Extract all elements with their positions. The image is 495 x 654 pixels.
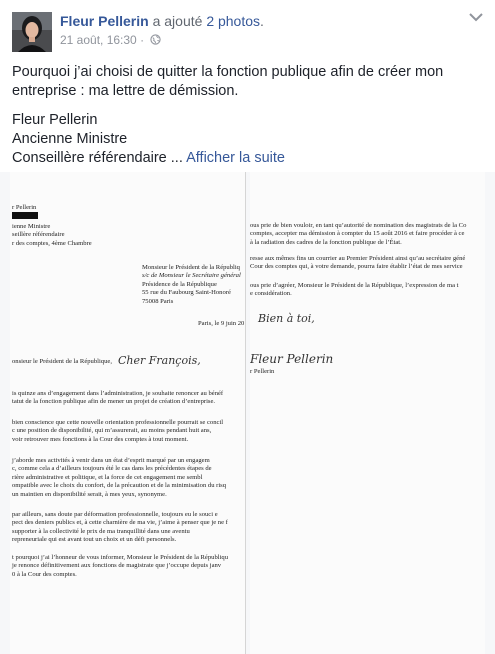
letter-paragraph: is quinze ans d’engagement dans l’administration, je souhaite renoncer au bénéf tatut de la fonction publique afin de mener un projet de création d’entreprise. (12, 390, 224, 406)
author-avatar[interactable] (12, 12, 52, 52)
handwritten-closing: Bien à toi, (258, 312, 315, 325)
see-more-link[interactable]: Afficher la suite (186, 150, 285, 166)
letter-paragraph: ous prie de bien vouloir, en tant qu’autorité de nomination des magistrats de la Co comptes, accepter ma démission à compter du 15 août 2016 et faire procéder à ce à la radiation des cadres de la fonction publique de l’État. (250, 222, 467, 246)
recipient-block: Monsieur le Président de la Républiq s/c de Monsieur le Secrétaire général Présidence de la République 55 rue du Faubourg Saint-Honoré 75008 Paris (142, 264, 241, 305)
redaction-bar (12, 212, 38, 219)
post-header (60, 13, 264, 29)
post-signature-block (12, 111, 472, 168)
signature-line-name: Fleur Pellerin (12, 112, 98, 128)
globe-icon[interactable] (150, 34, 161, 48)
letter-paragraph: t pourquoi j’ai l’honneur de vous informer, Monsieur le Président de la Républiqu je renonce définitivement aux fonctions de magistrate que j’occupe depuis janv 0 à la Cour des comptes. (12, 554, 229, 578)
letter-paragraph: bien conscience que cette nouvelle orientation professionnelle pourrait se concil c une position de disponibilité, qui m’assurerait, au moins pendant huit ans, voir retrouver mes fonctions à la Cour des comptes à tout moment. (12, 419, 224, 443)
signature-name: r Pellerin (250, 368, 275, 375)
letter-paragraph: j’aborde mes activités à venir dans un état d’esprit marqué par un engagem c, comme cela a d’ailleurs toujours été le cas dans les précédentes étapes de rière administrative et politique, et la force de cet engagement me sembl ompatible avec le choix du confort, de la précaution et de la minimisation du risq un maintien en disponibilité serait, à mes yeux, synonyme. (12, 457, 227, 498)
letter-date: Paris, le 9 juin 20 (198, 320, 245, 327)
post-paragraph: Pourquoi j’ai choisi de quitter la fonction publique afin de créer mon entreprise : ma lettre de démission. (12, 64, 444, 99)
signature-line-title: Ancienne Ministre (12, 131, 128, 147)
letter-paragraph: resse aux mêmes fins un courrier au Premier Président ainsi qu’au secrétaire géné Cour des comptes qui, à votre demande, pourra faire établir l’état de mes service (250, 255, 466, 271)
post-meta (60, 33, 161, 48)
handwritten-signature: Fleur Pellerin (250, 352, 334, 366)
author-name[interactable]: Fleur Pellerin (60, 13, 149, 29)
handwritten-salutation: Cher François, (118, 354, 201, 367)
sender-block: r Pellerin ienne Ministre seillère référendaire r des comptes, 4ème Chambre (12, 204, 92, 247)
letter-salutation: onsieur le Président de la République, (12, 358, 112, 365)
post-options-chevron-icon[interactable] (467, 10, 485, 24)
signature-line-role: Conseillère référendaire ... (12, 150, 183, 166)
post-timestamp[interactable]: 21 août, 16:30 (60, 33, 137, 47)
photo-letter-page-2[interactable] (250, 172, 485, 654)
letter-paragraph: par ailleurs, sans doute par déformation professionnelle, toujours eu le souci e pect des deniers publics et, à cette charnière de ma vie, j’aime à penser que je ne f supporter à la collectivité le prix de ma tranquillité dans une aventu repreneuriale qui est avant tout un choix et un défi personnels. (12, 511, 228, 544)
letter-paragraph: ous prie d’agréer, Monsieur le Président de la République, l’expression de ma t e considération. (250, 282, 459, 298)
post-text (12, 63, 472, 178)
photo-letter-page-1[interactable] (10, 172, 246, 654)
meta-separator: · (140, 33, 145, 47)
header-period: . (260, 13, 264, 29)
photo-grid (0, 172, 495, 654)
photos-link[interactable]: 2 photos (206, 13, 261, 29)
post-action: a ajouté (152, 13, 203, 29)
